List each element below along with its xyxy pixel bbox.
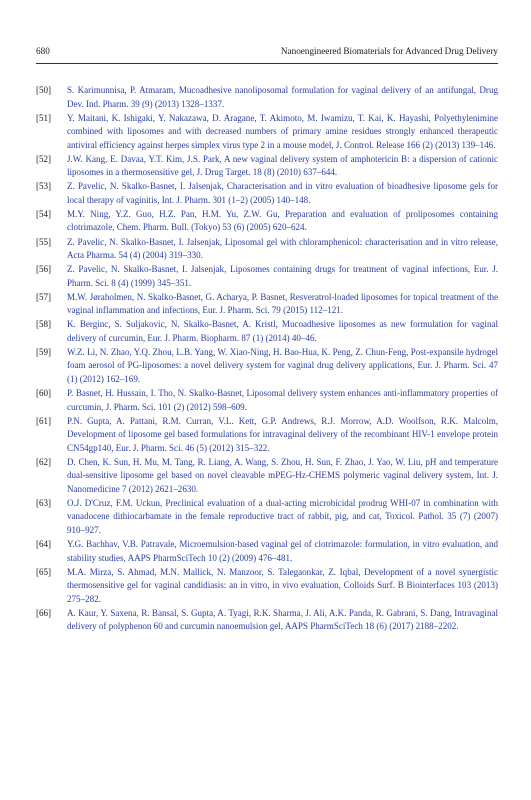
running-title: Nanoengineered Biomaterials for Advanced Drug Delivery (280, 46, 498, 56)
reference-item (36, 84, 498, 111)
reference-number: [55] (36, 236, 52, 247)
reference-citation-link[interactable]: O.J. D'Cruz, F.M. Uckun, Preclinical evaluation of a dual-acting microbicidal prodrug WHI-07 in combination with vanadocene dithiocarbamate in the female reproductive tract of rabbit, pig, and cat, Toxicol. Pathol. 35 (7) (2007) 910–927. (67, 497, 498, 535)
reference-citation-link[interactable]: W.Z. Li, N. Zhao, Y.Q. Zhou, L.B. Yang, W. Xiao-Ning, H. Bao-Hua, K. Peng, Z. Chun-Feng, Post-expansile hydrogel foam aerosol of PG-liposomes: a novel delivery system for vaginal drug delivery applications, Eur. J. Pharm. Sci. 47 (1) (2012) 162–169. (67, 346, 498, 384)
reference-citation-link[interactable]: Z. Pavelic, N. Skalko-Basnet, I. Jalsenjak, Liposomes containing drugs for treatment of vaginal infections, Eur. J. Pharm. Sci. 8 (4) (1999) 345–351. (67, 264, 498, 288)
reference-number: [64] (36, 539, 52, 550)
reference-number: [59] (36, 346, 52, 357)
reference-citation-link[interactable]: M.A. Mirza, S. Ahmad, M.N. Mallick, N. Manzoor, S. Talegaonkar, Z. Iqbal, Development of a novel synergistic thermosensitive gel for vaginal candidiasis: an in vitro, in vivo evaluation, Colloids Surf. B Biointerfaces 103 (2013) 275–282. (67, 566, 498, 604)
page-header (36, 44, 498, 58)
reference-citation-link[interactable]: Y. Maitani, K. Ishigaki, Y. Nakazawa, D. Aragane, T. Akimoto, M. Iwamizu, T. Kai, K. Hayashi, Polyethylenimine combined with liposomes and with decreased numbers of primary amine residues strongly enhanced therapeutic antiviral efficiency against herpes simplex virus type 2 in a mouse model, J. Control. Release 166 (2) (2013) 139–146. (67, 112, 498, 150)
reference-list (36, 84, 498, 634)
reference-citation-link[interactable]: D. Chen, K. Sun, H. Mu, M. Tang, R. Liang, A. Wang, S. Zhou, H. Sun, F. Zhao, J. Yao, W. Liu, pH and temperature dual-sensitive liposome gel based on novel cleavable mPEG-Hz-CHEMS polymeric vaginal delivery system, Int. J. Nanomedicine 7 (2012) 2621–2630. (67, 456, 498, 494)
reference-item (36, 346, 498, 387)
reference-number: [60] (36, 388, 52, 399)
reference-citation-link[interactable]: P.N. Gupta, A. Pattani, R.M. Curran, V.L. Kett, G.P. Andrews, R.J. Morrow, A.D. Woolfson, R.K. Malcolm, Development of liposome gel based formulations for intravaginal delivery of the recombinant HIV-1 envelope protein CN54gp140, Eur. J. Pharm. Sci. 46 (5) (2012) 315–322. (67, 415, 498, 453)
reference-citation-link[interactable]: Y.G. Bachhav, V.B. Patravale, Microemulsion-based vaginal gel of clotrimazole: formulation, in vitro evaluation, and stability studies, AAPS PharmSciTech 10 (2) (2009) 476–481. (67, 539, 498, 563)
reference-item (36, 263, 498, 290)
reference-item (36, 291, 498, 318)
reference-number: [50] (36, 85, 52, 95)
page-number: 680 (36, 46, 50, 56)
reference-citation-link[interactable]: J.W. Kang, E. Davaa, Y.T. Kim, J.S. Park, A new vaginal delivery system of amphotericin B: a dispersion of cationic liposomes in a thermosensitive gel, J. Drug Target. 18 (8) (2010) 637–644. (67, 153, 498, 178)
reference-number: [66] (36, 607, 52, 618)
reference-number: [61] (36, 415, 52, 426)
reference-item (36, 497, 498, 538)
reference-item (36, 607, 498, 634)
reference-item (36, 180, 498, 207)
reference-item (36, 112, 498, 153)
reference-item (36, 566, 498, 607)
reference-number: [53] (36, 181, 52, 192)
reference-number: [56] (36, 264, 52, 275)
reference-number: [52] (36, 153, 52, 164)
reference-citation-link[interactable]: A. Kaur, Y. Saxena, R. Bansal, S. Gupta, A. Tyagi, R.K. Sharma, J. Ali, A.K. Panda, R. Gabrani, S. Dang, Intravaginal delivery of polyphenon 60 and curcumin nanoemulsion gel, AAPS PharmSciTech 18 (6) (2017) 2188–2202. (67, 607, 498, 632)
reference-number: [54] (36, 208, 52, 219)
reference-citation-link[interactable]: M.Y. Ning, Y.Z. Guo, H.Z. Pan, H.M. Yu, Z.W. Gu, Preparation and evaluation of proliposomes containing clotrimazole, Chem. Pharm. Bull. (Tokyo) 53 (6) (2005) 620–624. (67, 208, 498, 233)
reference-number: [58] (36, 319, 52, 330)
reference-number: [65] (36, 566, 52, 577)
reference-citation-link[interactable]: Z. Pavelic, N. Skalko-Basnet, I. Jalsenjak, Characterisation and in vitro evaluation of bioadhesive liposome gels for local therapy of vaginitis, Int. J. Pharm. 301 (1–2) (2005) 140–148. (67, 181, 498, 205)
reference-number: [57] (36, 291, 52, 302)
reference-item (36, 318, 498, 345)
reference-item (36, 415, 498, 456)
reference-item (36, 538, 498, 565)
reference-item (36, 208, 498, 235)
reference-item (36, 153, 498, 180)
reference-number: [62] (36, 456, 52, 467)
reference-citation-link[interactable]: Z. Pavelic, N. Skalko-Basnet, I. Jalsenjak, Liposomal gel with chloramphenicol: characterisation and in vitro release, Acta Pharma. 54 (4) (2004) 319–330. (67, 236, 498, 261)
reference-number: [51] (36, 112, 52, 123)
reference-item (36, 456, 498, 497)
reference-item (36, 387, 498, 414)
reference-citation-link[interactable]: M.W. Jøraholmen, N. Skalko-Basnet, G. Acharya, P. Basnet, Resveratrol-loaded liposomes for topical treatment of the vaginal inflammation and infections, Eur. J. Pharm. Sci. 79 (2015) 112–121. (67, 291, 498, 316)
reference-item (36, 236, 498, 263)
reference-citation-link[interactable]: P. Basnet, H. Hussain, I. Tho, N. Skalko-Basnet, Liposomal delivery system enhances anti-inflammatory properties of curcumin, J. Pharm. Sci. 101 (2) (2012) 598–609. (67, 388, 498, 412)
reference-citation-link[interactable]: S. Karimunnisa, P. Atmaram, Mucoadhesive nanoliposomal formulation for vaginal delivery of an antifungal, Drug Dev. Ind. Pharm. 39 (9) (2013) 1328–1337. (67, 85, 498, 109)
header-divider (36, 63, 498, 64)
reference-citation-link[interactable]: K. Berginc, S. Suljakovic, N. Skalko-Basnet, A. Kristl, Mucoadhesive liposomes as new formulation for vaginal delivery of curcumin, Eur. J. Pharm. Biopharm. 87 (1) (2014) 40–46. (67, 319, 498, 343)
reference-number: [63] (36, 497, 52, 508)
